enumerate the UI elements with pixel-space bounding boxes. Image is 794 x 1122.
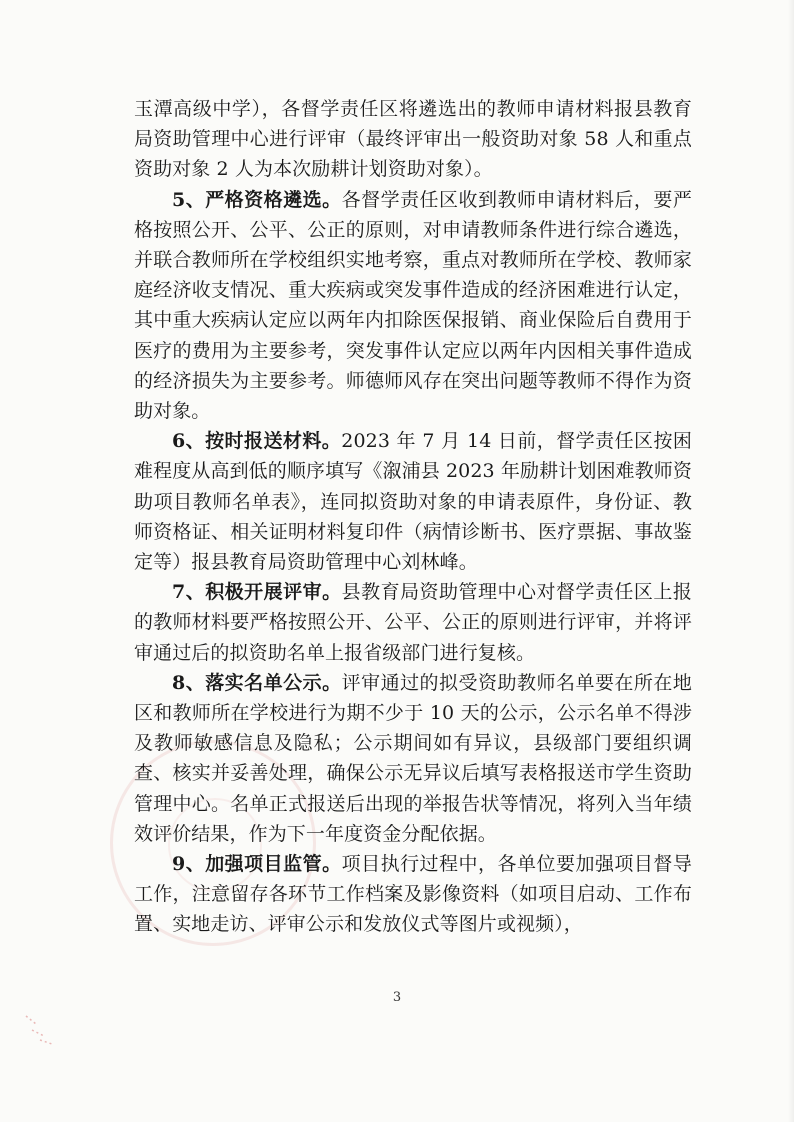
item-text: 2023 年 7 月 14 日前，督学责任区按困难程度从高到低的顺序填写《溆浦县 2023 年励耕计划困难教师资助项目教师名单表》，连同拟资助对象的申请表原件，身份证、教师资格证、相关证明材料复印件（病情诊断书、医疗票据、事故鉴定等）报县教育局资助管理中心刘林峰。 <box>134 430 693 574</box>
item-heading: 5、严格资格遴选。 <box>172 188 342 211</box>
document-body <box>134 94 692 940</box>
item-text: 项目执行过程中，各单位要加强项目督导工作，注意留存各环节工作档案及影像资料（如项目启动、工作布置、实地走访、评审公示和发放仪式等图片或视频）， <box>134 853 692 936</box>
paragraph-item-8 <box>134 668 692 849</box>
item-text: 县教育局资助管理中心对督学责任区上报的教师材料要严格按照公开、公平、公正的原则进行评审，并将评审通过后的拟资助名单上报省级部门进行复核。 <box>134 581 692 664</box>
item-heading: 8、落实名单公示。 <box>172 671 342 694</box>
scan-speck-mark <box>22 1010 70 1050</box>
paragraph-item-5 <box>134 185 692 427</box>
item-heading: 7、积极开展评审。 <box>172 581 342 604</box>
item-heading: 9、加强项目监管。 <box>172 853 342 876</box>
paragraph-item-9 <box>134 849 692 940</box>
paragraph-item-7 <box>134 577 692 668</box>
item-heading: 6、按时报送材料。 <box>172 430 342 453</box>
paragraph-continuation: 玉潭高级中学），各督学责任区将遴选出的教师申请材料报县教育局资助管理中心进行评审（最终评审出一般资助对象 58 人和重点资助对象 2 人为本次励耕计划资助对象）。 <box>134 98 692 181</box>
page-number: 3 <box>392 990 402 1005</box>
item-text: 各督学责任区收到教师申请材料后，要严格按照公开、公平、公正的原则，对申请教师条件进行综合遴选，并联合教师所在学校组织实地考察，重点对教师所在学校、教师家庭经济收支情况、重大疾病或突发事件造成的经济困难进行认定，其中重大疾病认定应以两年内扣除医保报销、商业保险后自费用于医疗的费用为主要参考，突发事件认定应以两年内因相关事件造成的经济损失为主要参考。师德师风存在突出问题等教师不得作为资助对象。 <box>134 188 692 423</box>
item-text: 评审通过的拟受资助教师名单要在所在地区和教师所在学校进行为期不少于 10 天的公示，公示名单不得涉及教师敏感信息及隐私；公示期间如有异议，县级部门要组织调查、核实并妥善处理，确保公示无异议后填写表格报送市学生资助管理中心。名单正式报送后出现的举报告状等情况，将列入当年绩效评价结果，作为下一年度资金分配依据。 <box>134 671 692 845</box>
paragraph-item-6 <box>134 426 692 577</box>
